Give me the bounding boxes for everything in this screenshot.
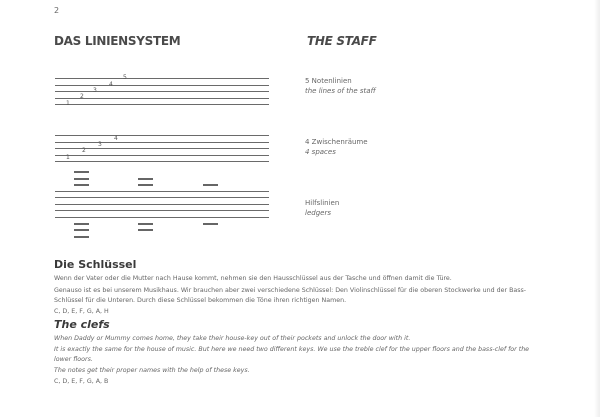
ledgers-label xyxy=(305,198,339,218)
space-number: 4 xyxy=(114,135,118,142)
line-number: 2 xyxy=(80,93,84,100)
spaces-label-de: 4 Zwischenräume xyxy=(305,138,368,146)
clefs-en-paragraph-3: The notes get their proper names with the help of these keys. xyxy=(54,367,250,374)
clefs-de-paragraph-1: Wenn der Vater oder die Mutter nach Hause kommt, nehmen sie den Hausschlüssel aus der Tasche und öffnen damit die Türe. xyxy=(54,275,452,282)
line-number: 3 xyxy=(93,87,97,94)
line-number: 1 xyxy=(66,100,70,107)
clefs-en-paragraph-1: When Daddy or Mummy comes home, they take their house-key out of their pockets and unlock the door with it. xyxy=(54,335,411,342)
clefs-de-notes: C, D, E, F, G, A, H xyxy=(54,308,109,315)
space-number: 2 xyxy=(82,147,86,154)
clefs-de-paragraph-2b: Schlüssel für die Unteren. Durch diese Schlüssel bekommen die Töne ihren richtigen Namen. xyxy=(54,297,347,304)
page-number: 2 xyxy=(54,6,60,15)
section-title-clefs-en: The clefs xyxy=(54,318,110,331)
heading-german: DAS LINIENSYSTEM xyxy=(54,34,181,48)
line-number: 4 xyxy=(109,81,113,88)
ledgers-label-en: ledgers xyxy=(305,209,331,217)
clefs-en-paragraph-2a: It is exactly the same for the house of music. But here we need two different keys. We use the treble clef for the upper floors and the bass-clef for the xyxy=(54,346,530,353)
lines-label-de: 5 Notenlinien xyxy=(305,77,352,85)
page-edge-shadow xyxy=(594,0,600,417)
clefs-de-paragraph-2a: Genauso ist es bei unserem Musikhaus. Wir brauchen aber zwei verschiedene Schlüssel: Den Violinschlüssel für die oberen Stockwerke und der Bass- xyxy=(54,287,527,294)
space-number: 3 xyxy=(98,141,102,148)
line-number: 5 xyxy=(123,74,127,81)
staff-lines-diagram xyxy=(55,74,269,107)
space-number: 1 xyxy=(66,154,70,161)
ledgers-label-de: Hilfslinien xyxy=(305,199,340,207)
spaces-label-en: 4 spaces xyxy=(305,148,336,156)
staff-spaces-diagram xyxy=(55,135,269,163)
spaces-label xyxy=(305,137,368,157)
clefs-en-notes: C, D, E, F, G, A, B xyxy=(54,378,109,385)
clefs-en-paragraph-2b: lower floors. xyxy=(54,356,93,363)
lines-label xyxy=(305,76,376,96)
section-title-clefs-de: Die Schlüssel xyxy=(54,258,137,271)
staff-ledgers-diagram xyxy=(55,170,269,240)
heading-english: THE STAFF xyxy=(307,34,377,48)
lines-label-en: the lines of the staff xyxy=(305,87,376,95)
